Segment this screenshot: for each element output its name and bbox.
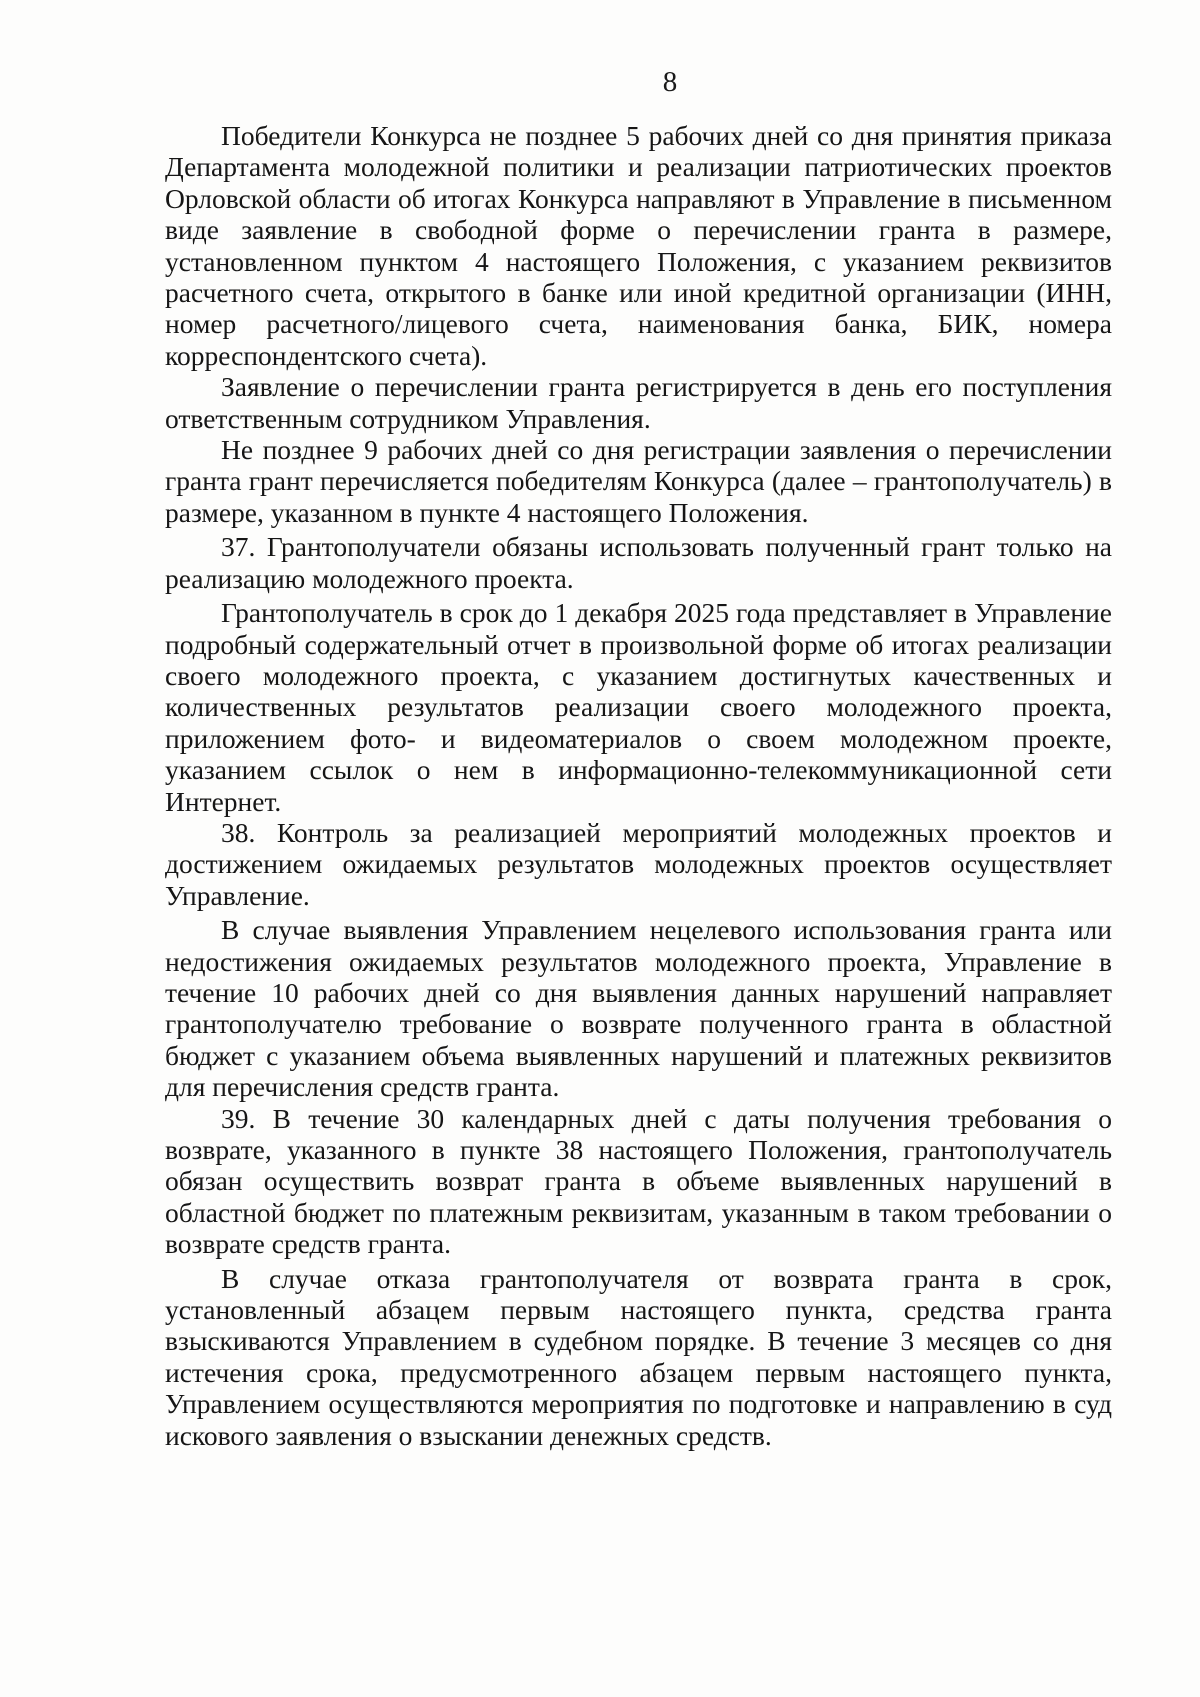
page-number: 8 (662, 66, 678, 98)
paragraph-application-registration: Заявление о перечислении гранта регистрируется в день его поступления ответственным сотрудником Управления. (165, 371, 1112, 434)
paragraph-report: Грантополучатель в срок до 1 декабря 2025 года представляет в Управление подробный содержательный отчет в произвольной форме об итогах реализации своего молодежного проекта, с указанием достигнутых качественных и количественных результатов реализации своего молодежного проекта, приложением фото- и видеоматериалов о своем молодежном проекте, указанием ссылок о нем в информационно-телекоммуникационной сети Интернет. (165, 597, 1112, 817)
paragraph-grant-transfer: Не позднее 9 рабочих дней со дня регистрации заявления о перечислении гранта грант перечисляется победителям Конкурса (далее – грантополучатель) в размере, указанном в пункте 4 настоящего Положения. (165, 434, 1112, 528)
paragraph-item-39: 39. В течение 30 календарных дней с даты получения требования о возврате, указанного в пункте 38 настоящего Положения, грантополучатель обязан осуществить возврат гранта в объеме выявленных нарушений в областной бюджет по платежным реквизитам, указанным в таком требовании о возврате средств гранта. (165, 1102, 1112, 1260)
paragraph-misuse: В случае выявления Управлением нецелевого использования гранта или недостижения ожидаемых результатов молодежного проекта, Управление в течение 10 рабочих дней со дня выявления данных нарушений направляет грантополучателю требование о возврате полученного гранта в областной бюджет с указанием объема выявленных нарушений и платежных реквизитов для перечисления средств гранта. (165, 914, 1112, 1103)
paragraph-refusal: В случае отказа грантополучателя от возврата гранта в срок, установленный абзацем первым настоящего пункта, средства гранта взыскиваются Управлением в судебном порядке. В течение 3 месяцев со дня истечения срока, предусмотренного абзацем первым настоящего пункта, Управлением осуществляются мероприятия по подготовке и направлению в суд искового заявления о взыскании денежных средств. (165, 1262, 1112, 1451)
paragraph-grant-application: Победители Конкурса не позднее 5 рабочих дней со дня принятия приказа Департамента молодежной политики и реализации патриотических проектов Орловской области об итогах Конкурса направляют в Управление в письменном виде заявление в свободной форме о перечислении гранта в размере, установленном пунктом 4 настоящего Положения, с указанием реквизитов расчетного счета, открытого в банке или иной кредитной организации (ИНН, номер расчетного/лицевого счета, наименования банка, БИК, номера корреспондентского счета). (165, 120, 1112, 371)
paragraph-item-37: 37. Грантополучатели обязаны использовать полученный грант только на реализацию молодежного проекта. (165, 531, 1112, 594)
document-body (165, 120, 1112, 1451)
paragraph-item-38: 38. Контроль за реализацией мероприятий молодежных проектов и достижением ожидаемых результатов молодежных проектов осуществляет Управление. (165, 816, 1112, 911)
